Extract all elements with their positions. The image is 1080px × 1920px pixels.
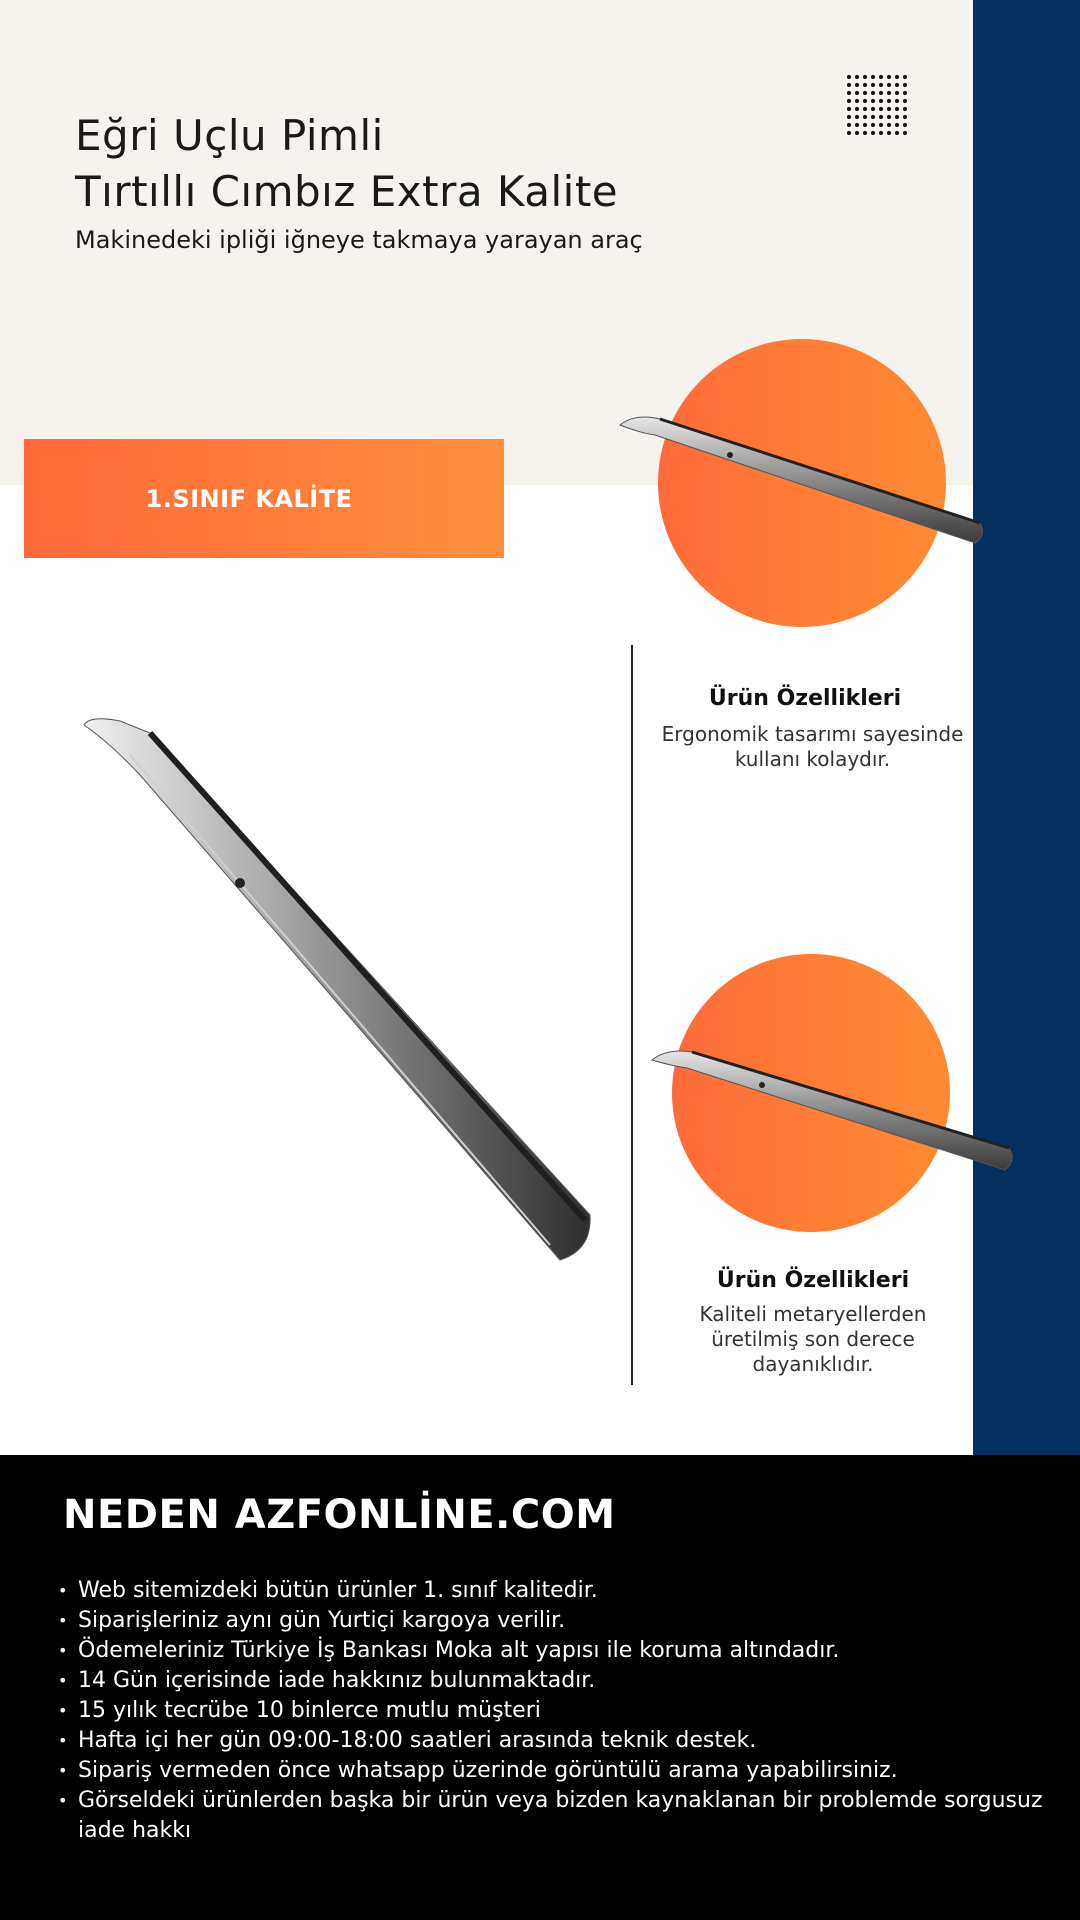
list-item: • Hafta içi her gün 09:00-18:00 saatleri arasında teknik destek. xyxy=(58,1726,1048,1756)
list-item: • 14 Gün içerisinde iade hakkınız bulunmaktadır. xyxy=(58,1666,1048,1696)
feature-1-text: Ergonomik tasarımı sayesinde kullanı kolaydır. xyxy=(661,722,964,771)
tweezer-image-large xyxy=(80,715,600,1275)
list-item: • Ödemeleriniz Türkiye İş Bankası Moka alt yapısı ile koruma altındadır. xyxy=(58,1636,1048,1666)
list-item: • Web sitemizdeki bütün ürünler 1. sınıf kalitedir. xyxy=(58,1576,1048,1606)
subtitle: Makinedeki ipliği iğneye takmaya yarayan araç xyxy=(75,226,643,254)
footer-benefits-list xyxy=(58,1576,1048,1846)
vertical-divider xyxy=(631,645,633,1385)
list-item: • Siparişleriniz aynı gün Yurtiçi kargoya verilir. xyxy=(58,1606,1048,1636)
footer-title: NEDEN AZFONLİNE.COM xyxy=(63,1492,616,1538)
quality-badge xyxy=(24,439,504,558)
list-item: • 15 yılık tecrübe 10 binlerce mutlu müşteri xyxy=(58,1696,1048,1726)
list-item: • Sipariş vermeden önce whatsapp üzerinde görüntülü arama yapabilirsiniz. xyxy=(58,1756,1048,1786)
quality-badge-label: 1.SINIF KALİTE xyxy=(145,484,353,513)
page-title xyxy=(75,108,775,220)
title-line-2: Tırtıllı Cımbız Extra Kalite xyxy=(75,167,619,216)
feature-2-text: Kaliteli metaryellerden üretilmiş son derece dayanıklıdır. xyxy=(699,1302,927,1376)
feature-1-title: Ürün Özellikleri xyxy=(708,686,902,711)
tweezer-image-small-1 xyxy=(615,405,985,555)
dot-grid-decoration xyxy=(846,74,908,136)
feature-2-title: Ürün Özellikleri xyxy=(716,1268,910,1293)
title-line-1: Eğri Uçlu Pimli xyxy=(75,111,384,160)
side-accent-bar xyxy=(973,0,1080,1455)
list-item: • Görseldeki ürünlerden başka bir ürün veya bizden kaynaklanan bir problemde sorgusuz iade hakkı xyxy=(58,1786,1048,1846)
tweezer-image-small-2 xyxy=(647,1040,1017,1180)
